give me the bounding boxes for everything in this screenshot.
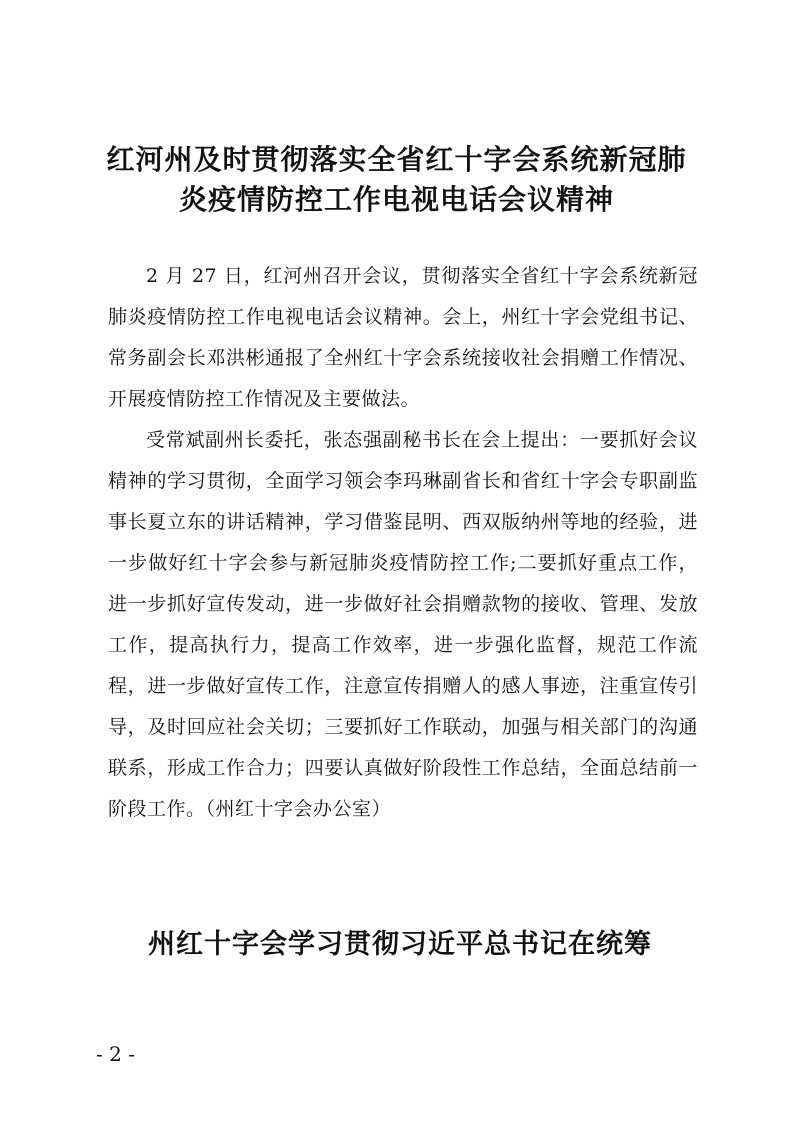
article-title-line-1: 红河州及时贯彻落实全省红十字会系统新冠肺 (106, 143, 687, 176)
article-body (108, 256, 698, 830)
article-title-line-2: 炎疫情防控工作电视电话会议精神 (178, 183, 614, 216)
next-article-title: 州红十字会学习贯彻习近平总书记在统筹 (148, 929, 652, 960)
body-paragraph-1: 2 月 27 日，红河州召开会议，贯彻落实全省红十字会系统新冠肺炎疫情防控工作电视电话会议精神。会上，州红十字会党组书记、常务副会长邓洪彬通报了全州红十字会系统接收社会捐赠工作情况、开展疫情防控工作情况及主要做法。 (108, 265, 698, 410)
page-number: - 2 - (96, 1042, 135, 1066)
body-paragraph-2: 受常斌副州长委托，张态强副秘书长在会上提出：一要抓好会议精神的学习贯彻，全面学习领会李玛琳副省长和省红十字会专职副监事长夏立东的讲话精神，学习借鉴昆明、西双版纳州等地的经验，进一步做好红十字会参与新冠肺炎疫情防控工作;二要抓好重点工作，进一步抓好宣传发动，进一步做好社会捐赠款物的接收、管理、发放工作，提高执行力，提高工作效率，进一步强化监督，规范工作流程，进一步做好宣传工作，注意宣传捐赠人的感人事迹，注重宣传引导，及时回应社会关切；三要抓好工作联动，加强与相关部门的沟通联系，形成工作合力；四要认真做好阶段性工作总结，全面总结前一阶段工作。（州红十字会办公室） (108, 429, 698, 820)
